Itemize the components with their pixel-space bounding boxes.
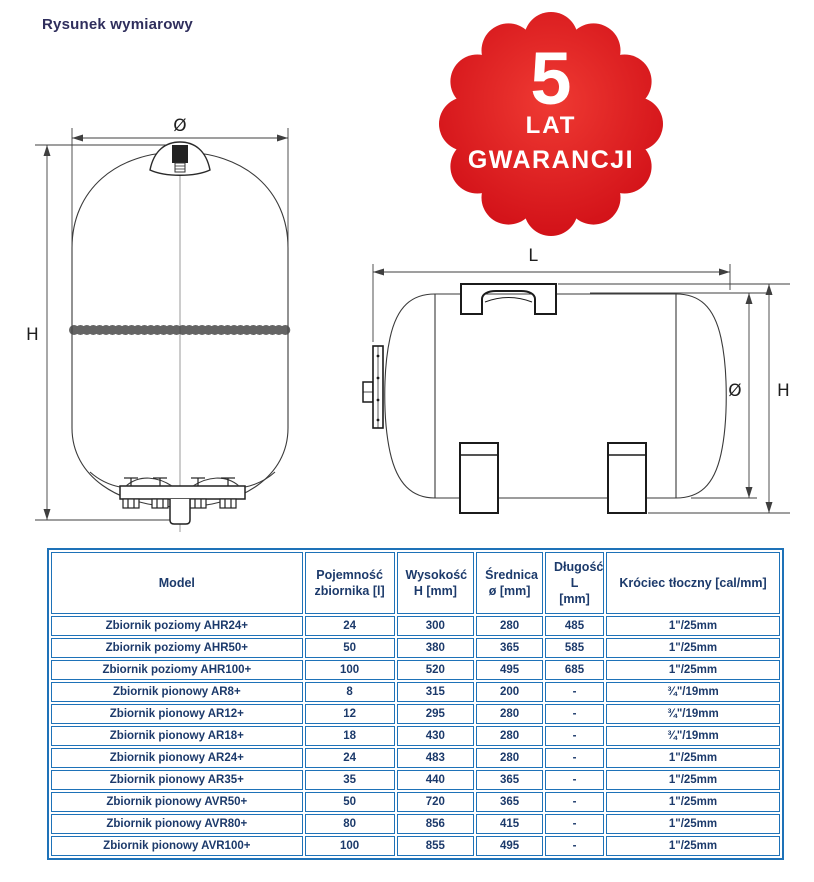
cell-height: 380 <box>397 638 475 658</box>
cell-model: Zbiornik pionowy AR24+ <box>51 748 303 768</box>
cell-capacity: 100 <box>305 836 395 856</box>
spec-table-container <box>47 548 784 860</box>
cell-diameter: 280 <box>476 704 543 724</box>
cell-diameter: 280 <box>476 748 543 768</box>
cell-diameter: 365 <box>476 638 543 658</box>
cell-length: - <box>545 682 604 702</box>
cell-model: Zbiornik pionowy AR35+ <box>51 770 303 790</box>
horizontal-diameter-label: Ø <box>728 381 742 401</box>
cell-capacity: 50 <box>305 792 395 812</box>
cell-height: 440 <box>397 770 475 790</box>
cell-capacity: 24 <box>305 616 395 636</box>
cell-port: 1"/25mm <box>606 660 780 680</box>
cell-capacity: 100 <box>305 660 395 680</box>
cell-height: 300 <box>397 616 475 636</box>
cell-capacity: 35 <box>305 770 395 790</box>
cell-height: 483 <box>397 748 475 768</box>
cell-height: 720 <box>397 792 475 812</box>
cell-port: ¾"/19mm <box>606 704 780 724</box>
spec-table <box>47 548 784 860</box>
cell-port: 1"/25mm <box>606 770 780 790</box>
horizontal-tank-body <box>385 294 727 498</box>
cell-diameter: 365 <box>476 770 543 790</box>
cell-height: 856 <box>397 814 475 834</box>
badge-line2: LAT <box>525 112 577 139</box>
table-header-row <box>51 552 780 614</box>
table-row <box>51 704 780 724</box>
cell-length: 685 <box>545 660 604 680</box>
page-title: Rysunek wymiarowy <box>42 16 193 33</box>
cell-model: Zbiornik pionowy AR18+ <box>51 726 303 746</box>
table-row <box>51 814 780 834</box>
table-row <box>51 770 780 790</box>
cell-capacity: 24 <box>305 748 395 768</box>
table-row <box>51 748 780 768</box>
table-row <box>51 682 780 702</box>
cell-capacity: 18 <box>305 726 395 746</box>
cell-length: - <box>545 726 604 746</box>
cell-height: 295 <box>397 704 475 724</box>
cell-diameter: 495 <box>476 660 543 680</box>
horizontal-tank-drawing <box>358 246 806 526</box>
header-diameter: Średnica ø [mm] <box>476 552 543 614</box>
cell-height: 520 <box>397 660 475 680</box>
cell-length: - <box>545 704 604 724</box>
cell-length: 585 <box>545 638 604 658</box>
badge-number: 5 <box>530 37 572 120</box>
cell-length: 485 <box>545 616 604 636</box>
badge-line3: GWARANCJI <box>467 146 635 174</box>
cell-capacity: 50 <box>305 638 395 658</box>
cell-model: Zbiornik pionowy AVR50+ <box>51 792 303 812</box>
cell-diameter: 495 <box>476 836 543 856</box>
header-capacity: Pojemność zbiornika [l] <box>305 552 395 614</box>
cell-model: Zbiornik poziomy AHR24+ <box>51 616 303 636</box>
cell-diameter: 365 <box>476 792 543 812</box>
cell-height: 430 <box>397 726 475 746</box>
carry-handle <box>461 284 556 314</box>
header-length: Długość L [mm] <box>545 552 604 614</box>
cell-model: Zbiornik pionowy AR12+ <box>51 704 303 724</box>
cell-height: 315 <box>397 682 475 702</box>
vertical-diameter-label: Ø <box>173 116 187 136</box>
cell-length: - <box>545 814 604 834</box>
bottom-flange <box>90 472 275 524</box>
cell-model: Zbiornik pionowy AVR80+ <box>51 814 303 834</box>
tank-feet <box>460 443 646 513</box>
cell-diameter: 280 <box>476 726 543 746</box>
horizontal-height-label: H <box>777 381 790 401</box>
cell-length: - <box>545 792 604 812</box>
cell-length: - <box>545 836 604 856</box>
cell-port: 1"/25mm <box>606 814 780 834</box>
cell-model: Zbiornik poziomy AHR50+ <box>51 638 303 658</box>
bottom-pipe <box>170 499 190 524</box>
table-row <box>51 616 780 636</box>
cell-port: 1"/25mm <box>606 792 780 812</box>
warranty-badge <box>437 4 665 244</box>
table-row <box>51 726 780 746</box>
table-row <box>51 836 780 856</box>
vertical-height-label: H <box>26 325 39 345</box>
cell-port: 1"/25mm <box>606 836 780 856</box>
cell-diameter: 280 <box>476 616 543 636</box>
table-row <box>51 638 780 658</box>
cell-port: ¾"/19mm <box>606 682 780 702</box>
vertical-tank-drawing <box>20 108 320 540</box>
cell-height: 855 <box>397 836 475 856</box>
cell-length: - <box>545 748 604 768</box>
table-row <box>51 660 780 680</box>
cell-diameter: 415 <box>476 814 543 834</box>
header-height: Wysokość H [mm] <box>397 552 475 614</box>
cell-capacity: 12 <box>305 704 395 724</box>
table-row <box>51 792 780 812</box>
cell-port: 1"/25mm <box>606 748 780 768</box>
cell-model: Zbiornik poziomy AHR100+ <box>51 660 303 680</box>
header-model: Model <box>51 552 303 614</box>
horizontal-length-label: L <box>528 246 538 266</box>
header-port: Króciec tłoczny [cal/mm] <box>606 552 780 614</box>
cell-length: - <box>545 770 604 790</box>
cell-port: 1"/25mm <box>606 638 780 658</box>
cell-capacity: 8 <box>305 682 395 702</box>
cell-port: ¾"/19mm <box>606 726 780 746</box>
horizontal-height-dimension <box>558 284 790 513</box>
spec-table-body <box>51 616 780 856</box>
air-valve-icon <box>150 142 210 175</box>
connection-fitting <box>363 346 383 428</box>
cell-port: 1"/25mm <box>606 616 780 636</box>
cell-model: Zbiornik pionowy AR8+ <box>51 682 303 702</box>
cell-model: Zbiornik pionowy AVR100+ <box>51 836 303 856</box>
cell-capacity: 80 <box>305 814 395 834</box>
cell-diameter: 200 <box>476 682 543 702</box>
